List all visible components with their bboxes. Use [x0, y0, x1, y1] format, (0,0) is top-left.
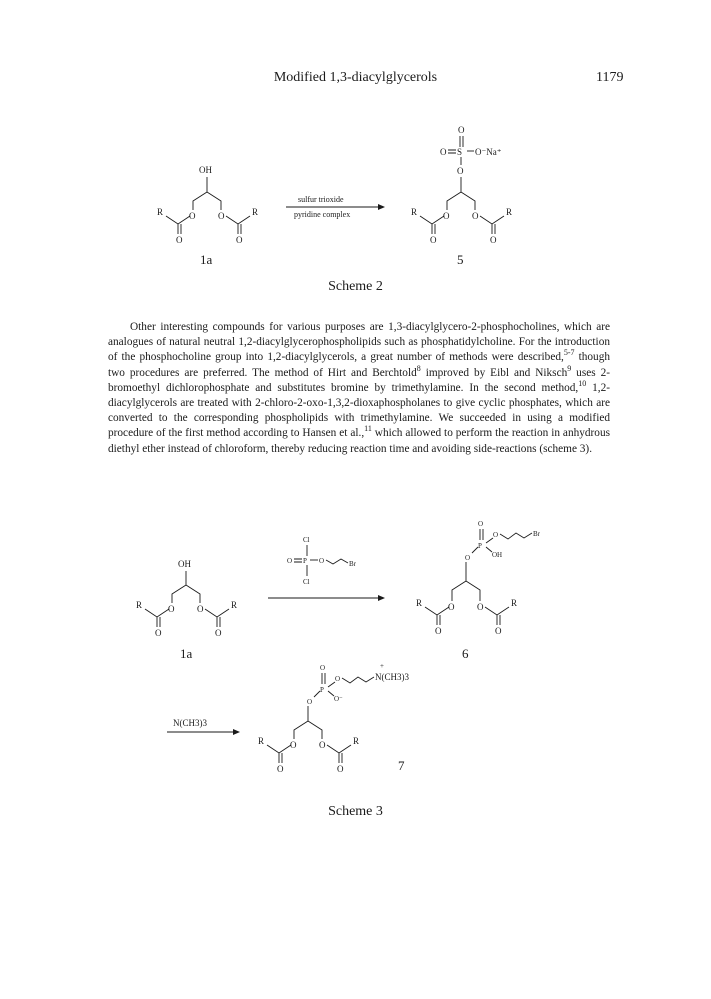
reference-9: 9 [567, 363, 572, 373]
r-group-right: R [353, 736, 360, 746]
carbonyl-oxygen-left: O [430, 235, 437, 245]
carbonyl-oxygen-right: O [236, 235, 243, 245]
r-group-right: R [506, 207, 513, 217]
compound-label-1a: 1a [200, 252, 213, 267]
reference-11: 11 [364, 424, 372, 434]
compound-label-5: 5 [457, 252, 464, 267]
compound-label-1a: 1a [180, 646, 193, 661]
trimethylammonium-group: N(CH3)3 [375, 672, 409, 682]
reference-10: 10 [578, 379, 587, 389]
ester-oxygen-right: O [319, 740, 326, 750]
compound-1a-structure [136, 559, 237, 661]
compound-label-7: 7 [398, 758, 405, 773]
ester-oxygen-right: O [218, 211, 225, 221]
scheme-3-caption: Scheme 3 [328, 804, 383, 819]
phosphoryl-oxygen: O [478, 520, 484, 528]
carbonyl-oxygen-right: O [490, 235, 497, 245]
compound-5-structure [411, 125, 512, 267]
sulfur-atom: S [457, 147, 463, 157]
r-group-left: R [258, 736, 265, 746]
hydroxyl-label: OH [178, 559, 191, 569]
phosphorus-atom: P [320, 686, 324, 694]
sulfonyl-oxygen-top: O [458, 125, 465, 135]
reagent-trimethylamine: N(CH3)3 [173, 718, 207, 728]
sulfonyl-oxygen-left: O [440, 147, 447, 157]
scheme-2-figure [0, 120, 711, 270]
bromine-atom: Br [533, 530, 540, 538]
glycerol-oxygen: O [465, 554, 471, 562]
carbonyl-oxygen-right: O [215, 628, 222, 638]
chlorine-top: Cl [303, 536, 310, 544]
r-group-right: R [252, 207, 259, 217]
reaction-arrow-step-2 [167, 718, 240, 735]
phosphorus-atom: P [478, 542, 482, 550]
scheme-3-figure [0, 515, 711, 780]
scheme-2-caption: Scheme 2 [328, 279, 383, 294]
phosphoryl-oxygen: O [287, 557, 293, 565]
page-number: 1179 [596, 70, 624, 85]
r-group-right: R [231, 600, 238, 610]
carbonyl-oxygen-right: O [495, 626, 502, 636]
reference-8: 8 [416, 363, 421, 373]
r-group-left: R [411, 207, 418, 217]
running-title: Modified 1,3-diacylglycerols [273, 70, 438, 85]
r-group-left: R [416, 598, 423, 608]
phosphorus-atom: P [303, 557, 307, 565]
ammonium-charge: + [380, 662, 384, 670]
reagent-pyridine-complex: pyridine complex [294, 210, 351, 219]
reagent-sulfur-trioxide: sulfur trioxide [298, 195, 344, 204]
reference-5-7: 5-7 [563, 348, 575, 358]
carbonyl-oxygen-left: O [277, 764, 284, 774]
ether-oxygen: O [457, 166, 464, 176]
compound-1a-structure [157, 165, 258, 267]
compound-7-structure [258, 662, 409, 774]
reagent-bromoethyl-dichlorophosphate [287, 536, 357, 586]
ester-oxygen-left: O [168, 604, 175, 614]
ester-oxygen-left: O [448, 602, 455, 612]
ester-oxygen: O [335, 675, 341, 683]
ester-oxygen-left: O [443, 211, 450, 221]
carbonyl-oxygen-left: O [176, 235, 183, 245]
ester-oxygen-right: O [477, 602, 484, 612]
hydroxyl-on-phosphorus: OH [492, 551, 503, 559]
ester-oxygen-left: O [290, 740, 297, 750]
ester-oxygen-right: O [472, 211, 479, 221]
carbonyl-oxygen-left: O [435, 626, 442, 636]
ester-oxygen-right: O [197, 604, 204, 614]
ester-oxygen: O [319, 557, 325, 565]
bromine-atom: Br [349, 560, 356, 568]
phosphate-anion-oxygen: O⁻ [334, 695, 343, 703]
reaction-arrow-step-1 [268, 595, 385, 601]
ester-oxygen-left: O [189, 211, 196, 221]
body-paragraph: Other interesting compounds for various purposes are 1,3-diacylglycero-2-phosphocholines, which are analogues of natural neutral 1,2-diacylglycerophospholipids such as phosphatidylcholine. For the introduction of the phosphocholine group into 1,2-diacylglycerols, a great number of methods were described,$^{5-7}$ though two procedures are preferred. The method of Hirt and Berchtold$^8$ improved by Eibl and Niksch$^9$ uses 2-bromoethyl dichlorophosphate and substitutes bromine by trimethylamine. In the second method,$^{10}$ 1,2-diacylglycerols are treated with 2-chloro-2-oxo-1,3,2-dioxaphospholanes to give cyclic phosphates, which are converted to the corresponding phospholipids with trimethylamine. We succeeded in using a modified procedure of the first method according to Hansen et al.,$^{11}$ which allowed to perform the reaction in anhydrous diethyl ether instead of chloroform, thereby reducing reaction time and avoiding side-reactions (scheme 3). [108, 321, 610, 455]
sodium-sulfonate: O⁻Na⁺ [475, 147, 502, 157]
ester-oxygen: O [493, 531, 499, 539]
glycerol-oxygen: O [307, 698, 313, 706]
carbonyl-oxygen-right: O [337, 764, 344, 774]
r-group-left: R [157, 207, 164, 217]
compound-6-structure [416, 520, 541, 661]
carbonyl-oxygen-left: O [155, 628, 162, 638]
phosphoryl-oxygen: O [320, 664, 326, 672]
r-group-right: R [511, 598, 518, 608]
chlorine-bottom: Cl [303, 578, 310, 586]
r-group-left: R [136, 600, 143, 610]
reaction-arrow-scheme-2 [286, 195, 385, 219]
compound-label-6: 6 [462, 646, 469, 661]
hydroxyl-label: OH [199, 165, 212, 175]
